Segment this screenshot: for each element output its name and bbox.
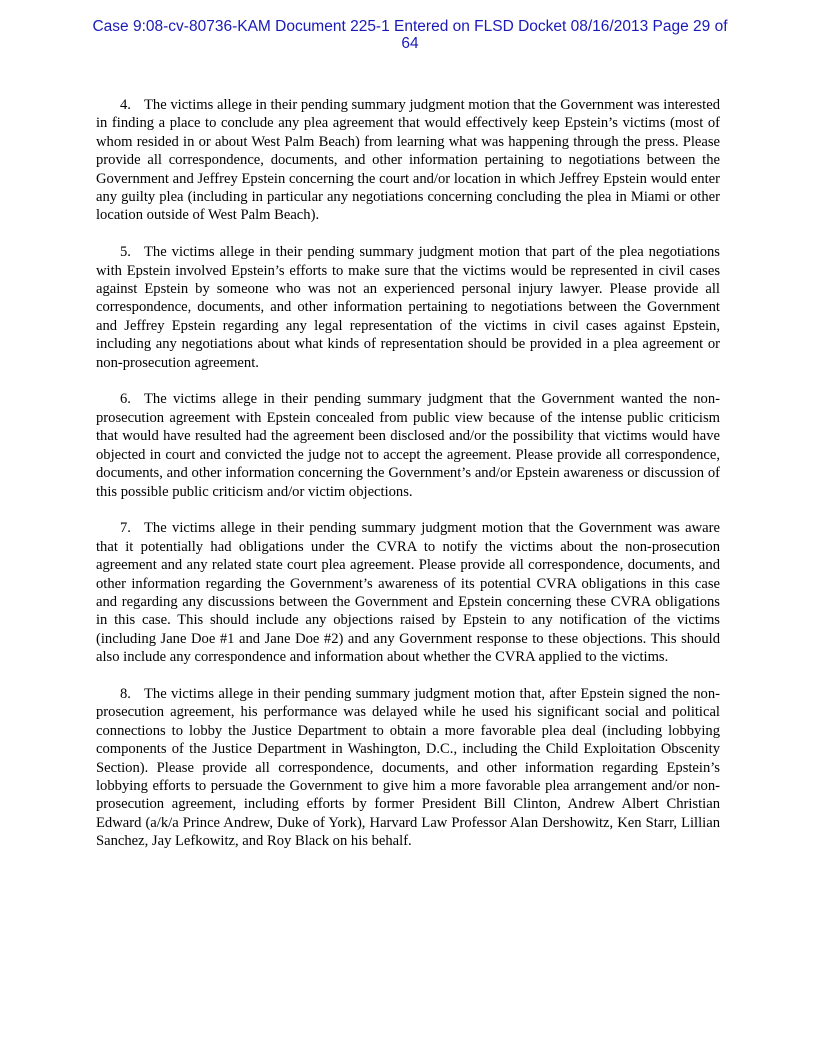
document-body bbox=[96, 96, 720, 869]
paragraph-text: The victims allege in their pending summary judgment that the Government wanted the non-prosecution agreement with Epstein concealed from public view because of the intense public criticism that would have resulted had the agreement been disclosed and/or the possibility that victims would have objected in court and convicted the judge not to accept the agreement. Please provide all correspondence, documents, and other information concerning the Government’s and/or Epstein awareness or discussion of this possible public criticism and/or victim objections. bbox=[96, 391, 720, 500]
docket-header-line-1: Case 9:08-cv-80736-KAM Document 225-1 Entered on FLSD Docket 08/16/2013 Page 29 of bbox=[92, 18, 728, 35]
docket-header bbox=[60, 18, 760, 52]
paragraph-text: The victims allege in their pending summary judgment motion that, after Epstein signed the non-prosecution agreement, his performance was delayed while he used his significant social and political connections to lobby the Justice Department to obtain a more favorable plea deal (including lobbying components of the Justice Department in Washington, D.C., including the Child Exploitation Obscenity Section). Please provide all correspondence, documents, and other information regarding Epstein’s lobbying efforts to persuade the Government to give him a more favorable plea arrangement and/or non-prosecution agreement, including efforts by former President Bill Clinton, Andrew Albert Christian Edward (a/k/a Prince Andrew, Duke of York), Harvard Law Professor Alan Dershowitz, Ken Starr, Lillian Sanchez, Jay Lefkowitz, and Roy Black on his behalf. bbox=[96, 685, 720, 850]
paragraph-number: 8. bbox=[120, 685, 131, 702]
numbered-paragraph bbox=[96, 96, 720, 225]
numbered-paragraph bbox=[96, 243, 720, 372]
numbered-paragraph bbox=[96, 390, 720, 500]
paragraph-number: 6. bbox=[120, 391, 131, 408]
paragraph-text: The victims allege in their pending summary judgment motion that the Government was interested in finding a place to conclude any plea agreement that would effectively keep Epstein’s victims (most of whom resided in or about West Palm Beach) from learning what was happening through the press. Please provide all correspondence, documents, and other information pertaining to negotiations between the Government and Jeffrey Epstein concerning the court and/or location in which Jeffrey Epstein would enter any guilty plea (including in particular any negotiations concerning concluding the plea in Miami or other location outside of West Palm Beach). bbox=[96, 97, 720, 224]
docket-header-line-2: 64 bbox=[401, 35, 419, 52]
paragraph-number: 4. bbox=[120, 97, 131, 113]
paragraph-text: The victims allege in their pending summary judgment motion that the Government was aware that it potentially had obligations under the CVRA to notify the victims about the non-prosecution agreement and any related state court plea agreement. Please provide all correspondence, documents, and other information regarding the Government’s awareness of its potential CVRA obligations in this case and regarding any discussions between the Government and Epstein concerning these CVRA obligations in this case. This should include any objections raised by Epstein to any notification of the victims (including Jane Doe #1 and Jane Doe #2) and any Government response to these objections. This should also include any correspondence and information about whether the CVRA applied to the victims. bbox=[96, 520, 720, 666]
paragraph-text: The victims allege in their pending summary judgment motion that part of the plea negotiations with Epstein involved Epstein’s efforts to make sure that the victims would be represented in civil cases against Epstein by someone who was not an experienced personal injury lawyer. Please provide all correspondence, documents, and other information pertaining to negotiations between the Government and Jeffrey Epstein regarding any legal representation of the victims in civil cases against Epstein, including any negotiations about what kinds of representation should be provided in a plea agreement or non-prosecution agreement. bbox=[96, 244, 720, 371]
numbered-paragraph bbox=[96, 519, 720, 666]
paragraph-number: 5. bbox=[120, 244, 131, 261]
paragraph-number: 7. bbox=[120, 520, 131, 537]
numbered-paragraph bbox=[96, 685, 720, 851]
